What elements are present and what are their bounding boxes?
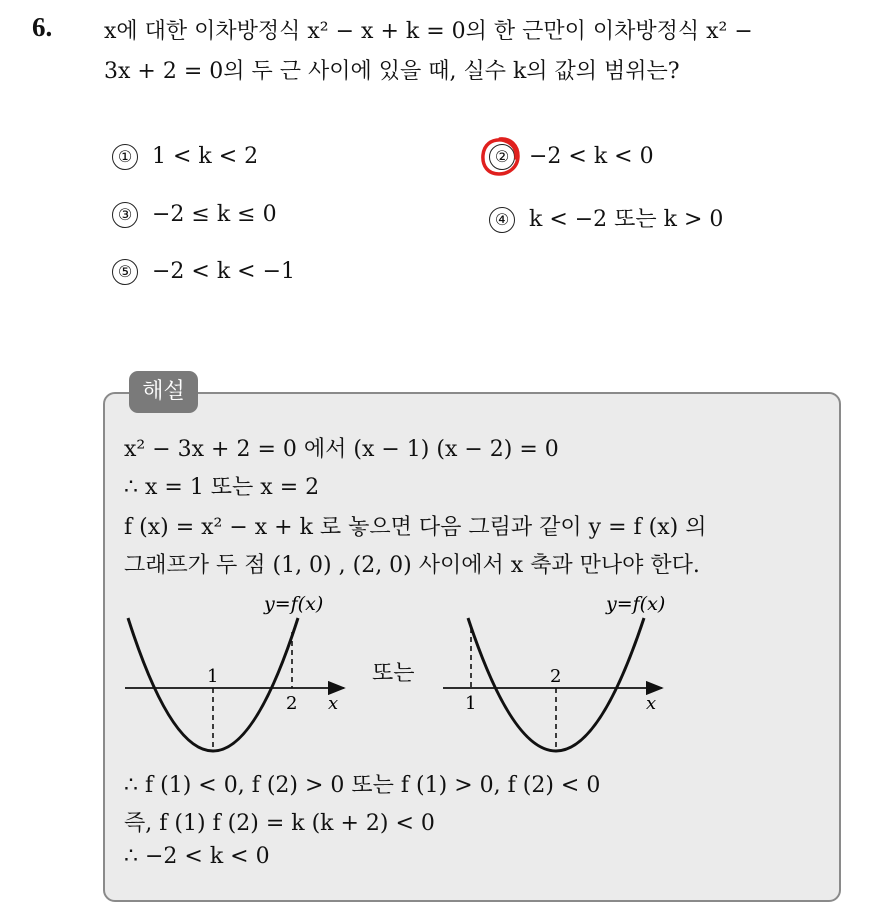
choice-number: ④ [489,207,515,233]
choice-text: −2 < k < 0 [529,144,654,169]
choice-text: −2 < k < −1 [152,259,296,284]
solution-line-3: f (x) = x² − x + k 로 놓으면 다음 그림과 같이 y = f (x) 의 [124,515,707,540]
solution-tag: 해설 [129,371,198,413]
curve-label: y=f(x) [606,593,666,615]
choice-number: ⑤ [112,259,138,285]
axis-label: x [328,693,339,714]
boundary-label: 2 [286,693,298,714]
graph-left [120,592,350,758]
solution-line-6: 즉, f (1) f (2) = k (k + 2) < 0 [124,811,435,836]
answer-mark-circle [478,134,522,178]
choice-5[interactable] [112,259,295,285]
choice-text: k < −2 또는 k > 0 [529,207,724,232]
choice-number: ② [489,144,515,170]
solution-line-1: x² − 3x + 2 = 0 에서 (x − 1) (x − 2) = 0 [124,437,559,462]
vertex-label: 1 [207,666,219,687]
boundary-label: 1 [465,693,477,714]
solution-line-7: ∴ −2 < k < 0 [124,844,270,869]
choice-number: ① [112,144,138,170]
choice-text: 1 < k < 2 [152,144,259,169]
vertex-label: 2 [550,666,562,687]
choice-text: −2 ≤ k ≤ 0 [152,202,277,227]
question-number: 6. [32,12,53,42]
or-word: 또는 [372,661,415,686]
question-text-line-2: 3x + 2 = 0의 두 근 사이에 있을 때, 실수 k의 값의 범위는? [104,59,680,84]
axis-label: x [646,693,657,714]
solution-line-5: ∴ f (1) < 0, f (2) > 0 또는 f (1) > 0, f (2) < 0 [124,773,601,798]
graph-right [440,592,670,758]
solution-line-2: ∴ x = 1 또는 x = 2 [124,475,320,500]
choice-3[interactable] [112,202,277,228]
choice-4[interactable] [489,202,723,233]
solution-line-4: 그래프가 두 점 (1, 0) , (2, 0) 사이에서 x 축과 만나야 한다. [124,553,700,578]
choice-1[interactable] [112,144,258,170]
curve-label: y=f(x) [264,593,324,615]
choice-number: ③ [112,202,138,228]
question-text-line-1: x에 대한 이차방정식 x² − x + k = 0의 한 근만이 이차방정식 x² − [104,19,753,44]
